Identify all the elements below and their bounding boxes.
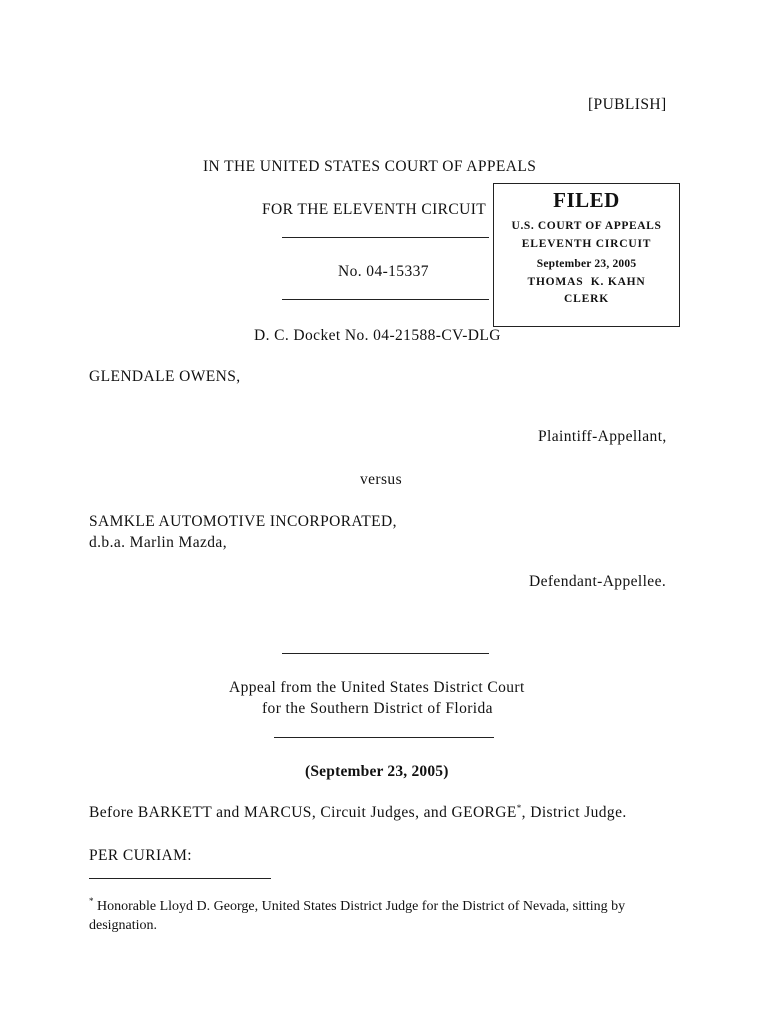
filed-clerk-name: THOMAS K. KAHN xyxy=(527,276,646,288)
footnote-mark: * xyxy=(89,896,94,906)
appeal-line-2: for the Southern District of Florida xyxy=(262,700,493,717)
footnote xyxy=(89,897,679,935)
panel-suffix: , District Judge. xyxy=(521,804,627,821)
per-curiam-heading: PER CURIAM: xyxy=(89,847,193,864)
plaintiff-name: GLENDALE OWENS, xyxy=(89,368,241,385)
versus-label: versus xyxy=(360,471,403,488)
publish-label: [PUBLISH] xyxy=(588,96,667,113)
footnote-text: Honorable Lloyd D. George, United States District Judge for the District of Nevada, sitting by designation. xyxy=(89,899,626,933)
panel-line xyxy=(89,804,627,822)
docket-number: D. C. Docket No. 04-21588-CV-DLG xyxy=(254,327,501,344)
separator-rule xyxy=(274,737,494,738)
filed-circuit-line: ELEVENTH CIRCUIT xyxy=(521,238,652,250)
filed-stamp xyxy=(493,183,680,327)
footnote-rule xyxy=(89,878,271,879)
court-title: IN THE UNITED STATES COURT OF APPEALS xyxy=(203,158,537,175)
separator-rule xyxy=(282,653,489,654)
filed-date: September 23, 2005 xyxy=(536,258,637,270)
filed-title: FILED xyxy=(553,188,620,212)
separator-rule xyxy=(282,299,489,300)
plaintiff-role: Plaintiff-Appellant, xyxy=(538,428,667,445)
circuit-title: FOR THE ELEVENTH CIRCUIT xyxy=(262,201,487,218)
defendant-dba: d.b.a. Marlin Mazda, xyxy=(89,534,227,551)
decision-date: (September 23, 2005) xyxy=(305,763,449,780)
filed-court-line: U.S. COURT OF APPEALS xyxy=(511,220,662,232)
footnote-reference: * xyxy=(516,803,522,813)
defendant-name: SAMKLE AUTOMOTIVE INCORPORATED, xyxy=(89,513,397,530)
separator-rule xyxy=(282,237,489,238)
case-number: No. 04-15337 xyxy=(338,263,429,280)
appeal-line-1: Appeal from the United States District Court xyxy=(229,679,525,696)
defendant-role: Defendant-Appellee. xyxy=(529,573,667,590)
panel-judges: Before BARKETT and MARCUS, Circuit Judges, and GEORGE xyxy=(89,804,517,821)
filed-clerk-title: CLERK xyxy=(564,293,609,305)
